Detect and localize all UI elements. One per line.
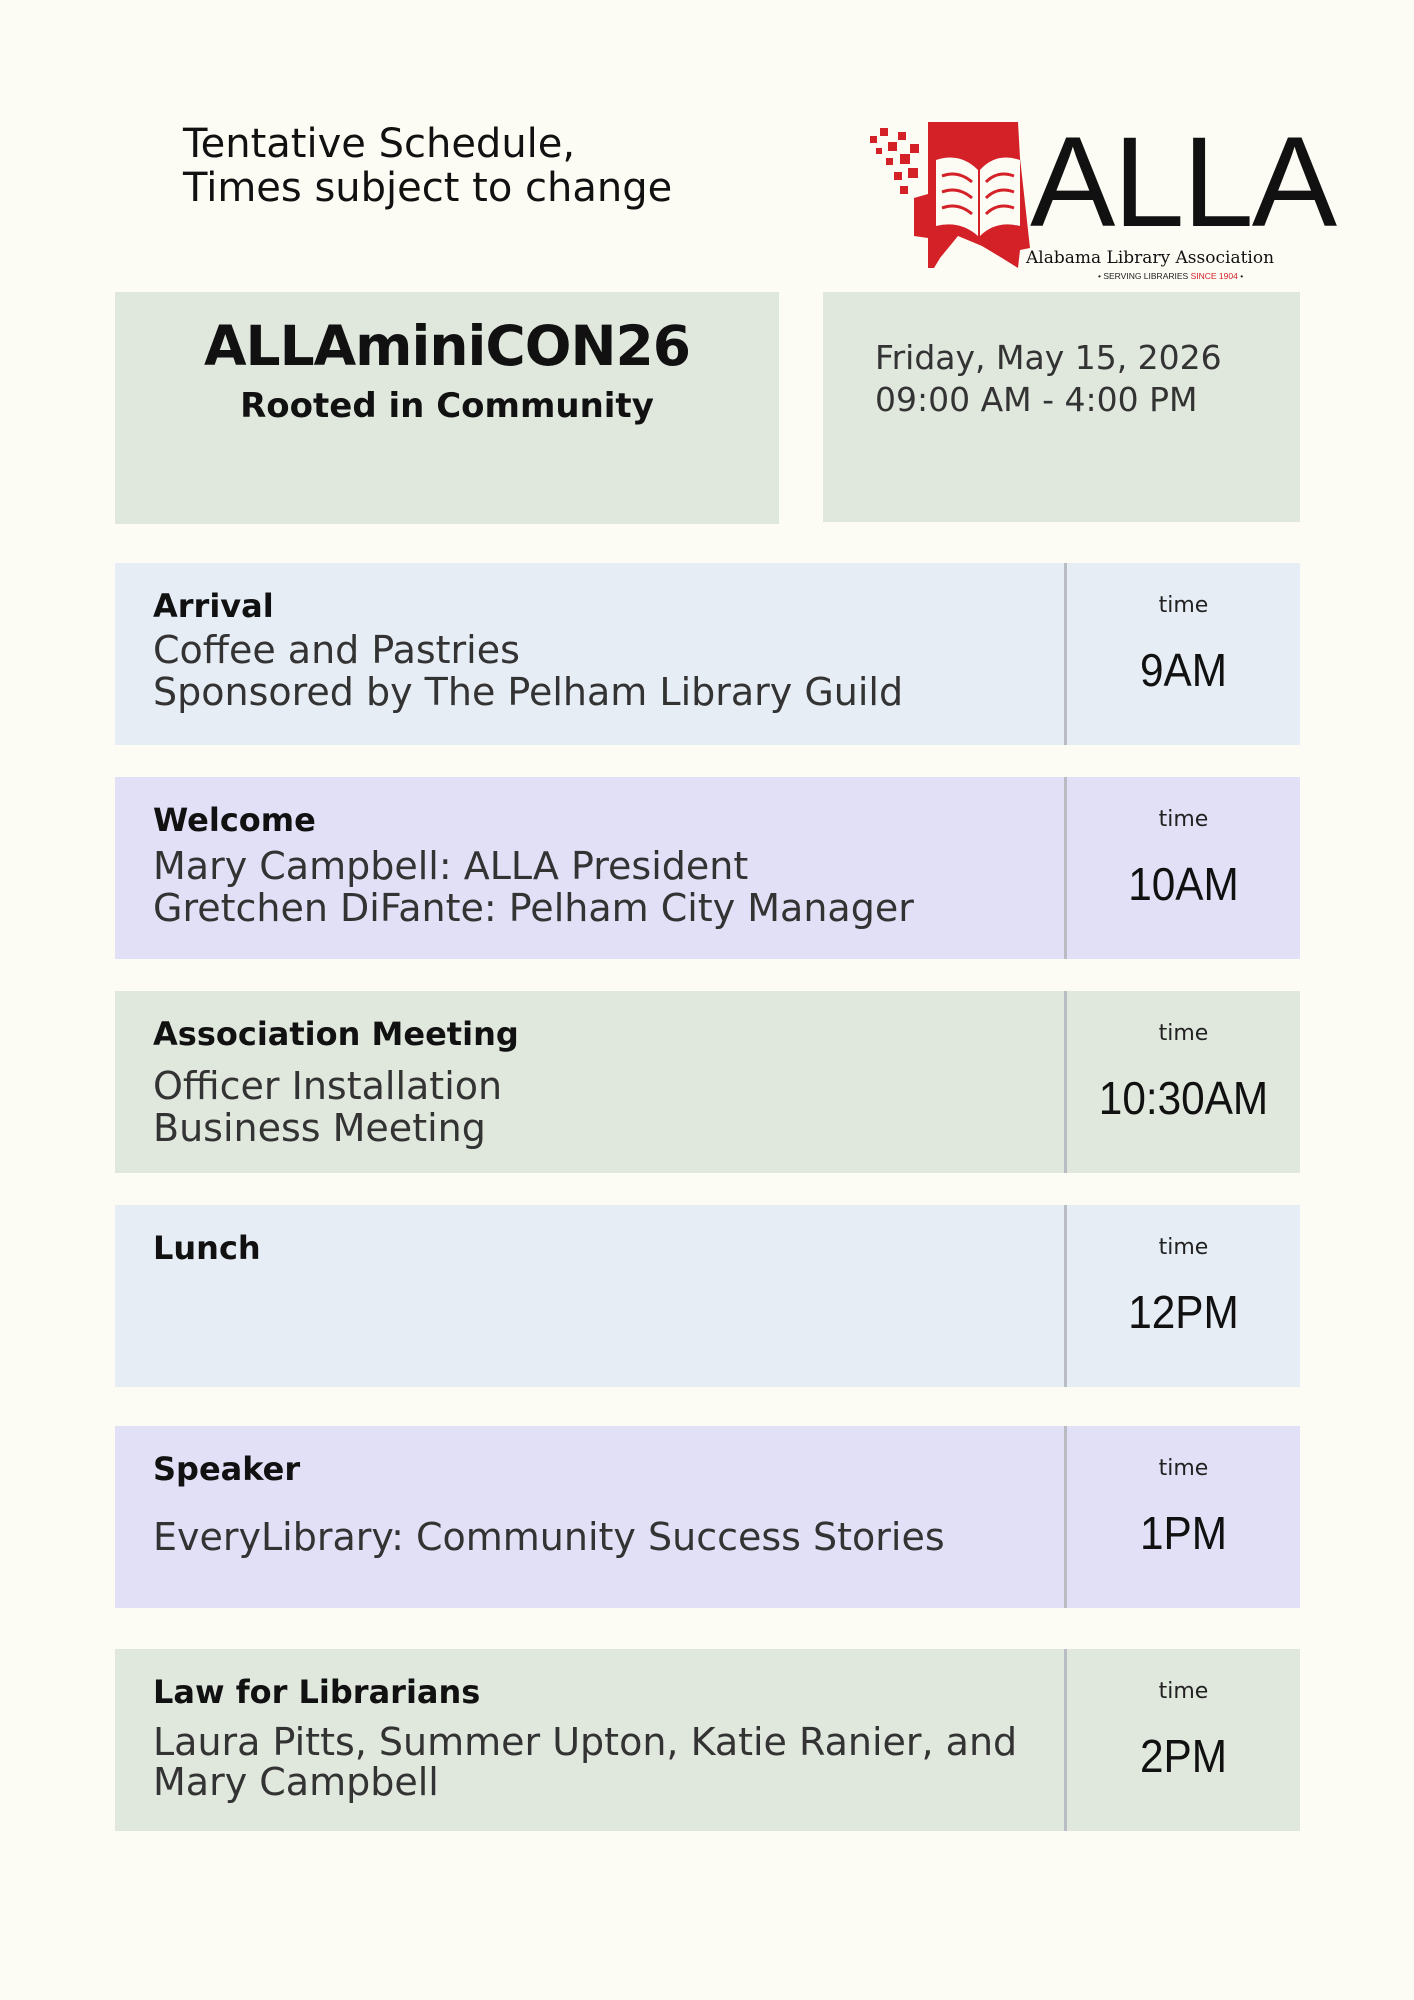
schedule-row-lunch: [115, 1205, 1300, 1387]
schedule-note-line1: Tentative Schedule,: [183, 121, 576, 167]
schedule-item-title: Lunch: [153, 1229, 261, 1267]
time-label: time: [1158, 807, 1209, 832]
schedule-time-cell: [1067, 777, 1300, 959]
event-name: ALLAminiCON26: [203, 314, 691, 378]
time-value: 10:30AM: [1098, 1072, 1269, 1124]
schedule-row-speaker: [115, 1426, 1300, 1608]
time-value: 1PM: [1139, 1507, 1228, 1559]
logo-tagline: [1098, 271, 1243, 281]
time-value: 2PM: [1139, 1730, 1228, 1782]
schedule-time-cell: [1067, 1426, 1300, 1608]
logo-tagline-since: SINCE 1904: [1190, 271, 1238, 281]
time-label: time: [1158, 1235, 1209, 1260]
logo-tagline-suffix: •: [1240, 271, 1244, 281]
schedule-item-title: Welcome: [153, 801, 316, 839]
logo-wordmark: ALLA: [1030, 111, 1336, 254]
schedule-row-association-meeting: [115, 991, 1300, 1173]
schedule-item-line2: Sponsored by The Pelham Library Guild: [153, 670, 904, 714]
schedule-details: [115, 777, 1064, 959]
event-date: Friday, May 15, 2026: [875, 338, 1222, 377]
event-date-box: [823, 292, 1300, 522]
schedule-row-welcome: [115, 777, 1300, 959]
schedule-details: [115, 1426, 1064, 1608]
schedule-item-line2: Mary Campbell: [153, 1760, 439, 1804]
logo-org-name: Alabama Library Association: [1026, 248, 1275, 268]
schedule-details: [115, 563, 1064, 745]
schedule-item-line1: Officer Installation: [153, 1064, 503, 1108]
event-theme: Rooted in Community: [240, 386, 654, 426]
schedule-item-title: Arrival: [153, 587, 274, 625]
time-label: time: [1158, 1021, 1209, 1046]
schedule-details: [115, 991, 1064, 1173]
schedule-item-line2: Business Meeting: [153, 1106, 486, 1150]
schedule-item-line1: Coffee and Pastries: [153, 628, 520, 672]
schedule-item-title: Speaker: [153, 1450, 301, 1488]
event-title-box: [115, 292, 779, 524]
time-value: 12PM: [1128, 1286, 1239, 1338]
schedule-item-title: Law for Librarians: [153, 1673, 481, 1711]
schedule-note: [183, 122, 672, 210]
time-value: 10AM: [1128, 858, 1239, 910]
schedule-time-cell: [1067, 991, 1300, 1173]
schedule-time-cell: [1067, 1205, 1300, 1387]
logo-tagline-prefix: • SERVING LIBRARIES: [1098, 271, 1189, 281]
schedule-details: [115, 1205, 1064, 1387]
time-label: time: [1158, 1679, 1209, 1704]
schedule-item-line1: Laura Pitts, Summer Upton, Katie Ranier, and: [153, 1720, 1018, 1764]
schedule-row-law-for-librarians: [115, 1649, 1300, 1831]
schedule-item-line2: Gretchen DiFante: Pelham City Manager: [153, 886, 914, 930]
schedule-item-title: Association Meeting: [153, 1015, 519, 1053]
schedule-time-cell: [1067, 563, 1300, 745]
time-value: 9AM: [1139, 644, 1228, 696]
schedule-time-cell: [1067, 1649, 1300, 1831]
alla-logo: [870, 111, 1336, 288]
time-label: time: [1158, 593, 1209, 618]
schedule-details: [115, 1649, 1064, 1831]
time-label: time: [1158, 1456, 1209, 1481]
schedule-item-line1: EveryLibrary: Community Success Stories: [153, 1515, 945, 1559]
event-hours: 09:00 AM - 4:00 PM: [875, 380, 1198, 419]
schedule-item-line1: Mary Campbell: ALLA President: [153, 844, 749, 888]
schedule-row-arrival: [115, 563, 1300, 745]
schedule-note-line2: Times subject to change: [183, 165, 673, 211]
